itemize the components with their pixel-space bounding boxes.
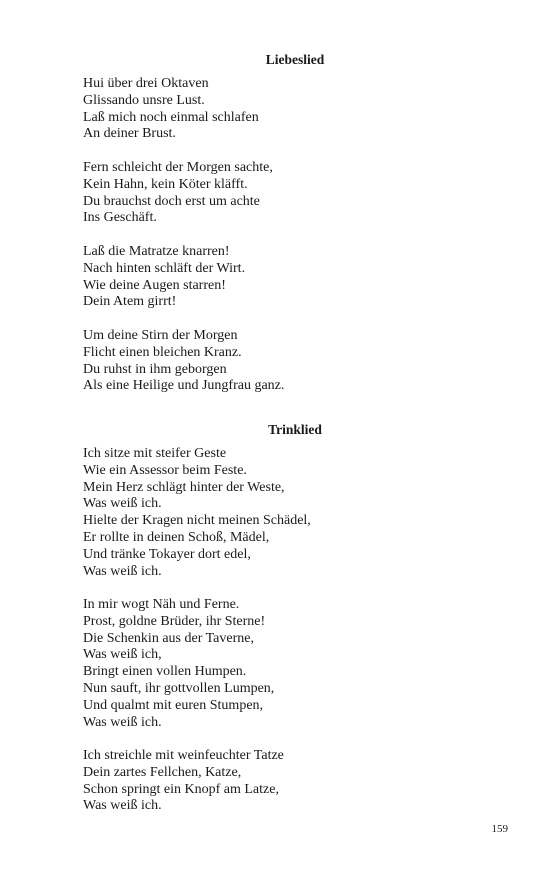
verse-line: Was weiß ich. (83, 496, 162, 512)
verse-line: Du ruhst in ihm geborgen (83, 361, 227, 377)
verse-line: Er rollte in deinen Schoß, Mädel, (83, 529, 270, 545)
verse-line: Und tränke Tokayer dort edel, (83, 546, 251, 562)
verse-line: Ich streichle mit weinfeuchter Tatze (83, 748, 284, 763)
verse-line: Was weiß ich, (83, 647, 162, 663)
verse-line: Was weiß ich. (83, 563, 162, 579)
stanza (83, 748, 284, 815)
poem-title: Trinklied (268, 422, 322, 437)
verse-line: Flicht einen bleichen Kranz. (83, 344, 242, 360)
verse-line: Und qualmt mit euren Stumpen, (83, 697, 264, 713)
stanza (83, 244, 245, 311)
stanza (83, 76, 259, 143)
verse-line: Bringt einen vollen Humpen. (83, 664, 247, 680)
verse-line: Fern schleicht der Morgen sachte, (83, 160, 273, 175)
stanza (83, 160, 273, 227)
verse-line: Dein Atem girrt! (83, 294, 177, 310)
stanza (83, 446, 311, 580)
verse-line: Glissando unsre Lust. (83, 92, 205, 108)
verse-line: Laß mich noch einmal schlafen (83, 109, 259, 125)
verse-line: Nun sauft, ihr gottvollen Lumpen, (83, 680, 275, 696)
verse-line: Was weiß ich. (83, 714, 162, 730)
verse-line: Als eine Heilige und Jungfrau ganz. (83, 378, 285, 394)
verse-line: Mein Herz schlägt hinter der Weste, (83, 479, 285, 495)
poem-title: Liebeslied (265, 52, 325, 67)
verse-line: Ins Geschäft. (83, 210, 157, 226)
verse-line: Ich sitze mit steifer Geste (83, 446, 227, 461)
verse-line: Hui über drei Oktaven (83, 76, 209, 91)
verse-line: Nach hinten schläft der Wirt. (83, 260, 246, 276)
verse-line: Um deine Stirn der Morgen (83, 328, 238, 343)
verse-line: Kein Hahn, kein Köter kläfft. (83, 176, 248, 192)
stanza (83, 597, 274, 731)
verse-line: Schon springt ein Knopf am Latze, (83, 781, 279, 797)
verse-line: Laß die Matratze knarren! (83, 244, 230, 259)
verse-line: Hielte der Kragen nicht meinen Schädel, (83, 513, 311, 529)
verse-line: Du brauchst doch erst um achte (83, 193, 260, 209)
verse-line: An deiner Brust. (83, 126, 176, 142)
verse-line: Die Schenkin aus der Taverne, (83, 630, 254, 646)
verse-line: Wie deine Augen starren! (83, 277, 226, 293)
verse-line: In mir wogt Näh und Ferne. (83, 597, 240, 612)
page-number: 159 (491, 823, 508, 835)
verse-line: Wie ein Assessor beim Feste. (83, 462, 247, 478)
verse-line: Prost, goldne Brüder, ihr Sterne! (83, 613, 266, 629)
verse-line: Was weiß ich. (83, 798, 162, 814)
verse-line: Dein zartes Fellchen, Katze, (83, 764, 242, 780)
stanza (83, 328, 284, 395)
